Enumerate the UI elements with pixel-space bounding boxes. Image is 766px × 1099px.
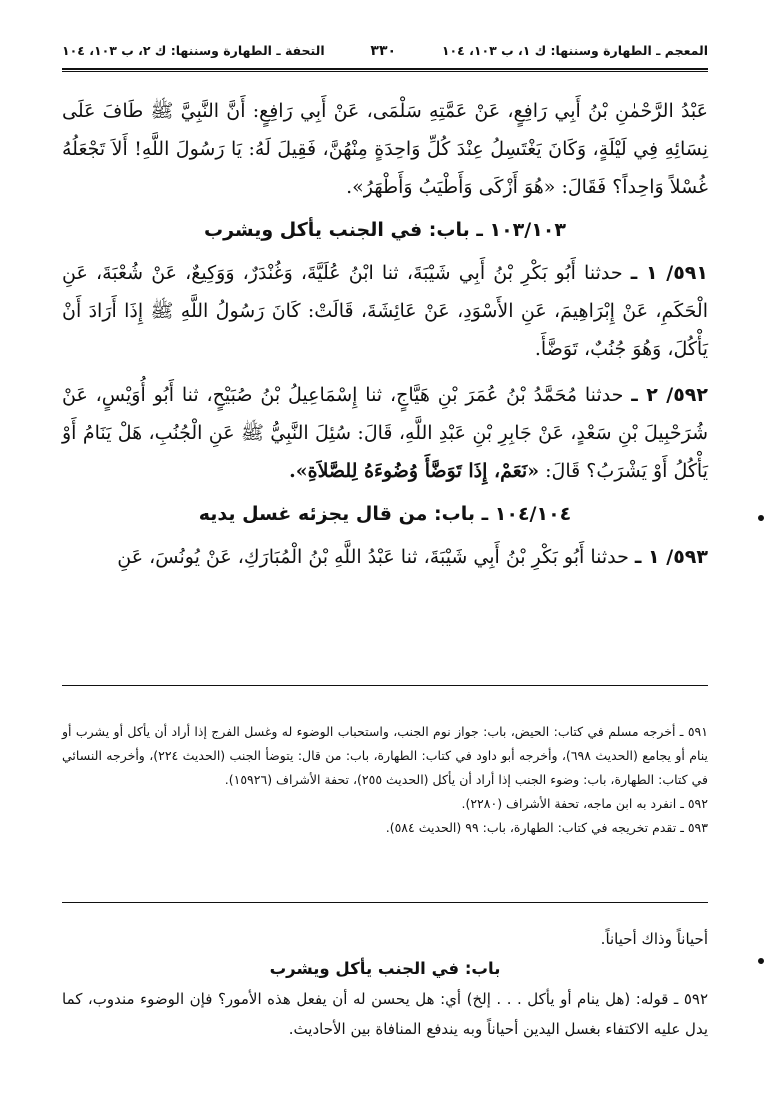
hadith-591: [62, 254, 708, 368]
commentary-text: ٥٩٢ ـ قوله: (هل ينام أو يأكل . . . إلخ) أي: هل يحسن له أن يفعل هذه الأمور؟ فإن الوضوء مندوب، كما يدل عليه الاكتفاء بغسل اليدين أحياناً وبه يندفع المنافاة بين الأحاديث.: [62, 990, 708, 1038]
running-header: [62, 40, 708, 62]
header-right-title: المعجم ـ الطهارة وسننها: ك ١، ب ١٠٣، ١٠٤: [441, 43, 708, 58]
hadith-593: [62, 538, 708, 576]
footnote-591: ٥٩١ ـ أخرجه مسلم في كتاب: الحيض، باب: جواز نوم الجنب، واستحباب الوضوء له وغسل الفرج إذا أراد أن يأكل أو يشرب أو ينام أو يجامع (الحديث ٦٩٨)، وأخرجه أبو داود في كتاب: الطهارة، باب: من قال: يتوضأ الجنب (الحديث ٢٢٤)، وأخرجه النسائي في كتاب: الطهارة، باب: وضوء الجنب إذا أراد أن يأكل (الحديث ٢٥٥)، تحفة الأشراف (١٥٩٢٦).: [62, 724, 709, 787]
chapter-heading-103: ١٠٣/١٠٣ ـ باب: في الجنب يأكل ويشرب: [203, 219, 566, 241]
footnote-separator: [62, 685, 708, 686]
footnote-592: ٥٩٢ ـ انفرد به ابن ماجه، تحفة الأشراف (٢٢٨٠).: [461, 796, 708, 811]
main-text: [62, 92, 708, 584]
page-number: ٣٣٠: [370, 43, 397, 59]
header-left-title: التحفة ـ الطهارة وسننها: ك ٢، ب ١٠٣، ١٠٤: [62, 43, 325, 58]
commentary: [62, 924, 708, 1044]
hadith-593-number: ٥٩٣/ ١ ـ: [634, 546, 708, 568]
hadith-592: [62, 376, 708, 490]
hadith-592-number: ٥٩٢/ ٢ ـ: [631, 384, 708, 406]
chapter-heading-104: ١٠٤/١٠٤ ـ باب: من قال يجزئه غسل يديه: [198, 503, 572, 525]
hadith-593-text: حدثنا أَبُو بَكْرِ بْنُ أَبِي شَيْبَةَ، ثنا عَبْدُ اللَّهِ بْنُ الْمُبَارَكِ، عَنْ يُونُسَ، عَنِ: [117, 546, 629, 568]
intro-paragraph: عَبْدُ الرَّحْمٰنِ بْنُ أَبِي رَافِعٍ، عَنْ عَمَّتِهِ سَلْمَى، عَنْ أَبِي رَافِعٍ: أَنَّ النَّبِيَّ ﷺ طَافَ عَلَى نِسَائِهِ فِي لَيْلَةٍ، وَكَانَ يَغْتَسِلُ عِنْدَ كُلِّ وَاحِدَةٍ مِنْهُنَّ، فَقِيلَ لَهُ: يَا رَسُولَ اللَّهِ! أَلاَ تَجْعَلُهُ غُسْلاً وَاحِداً؟ فَقَالَ: «هُوَ أَزْكَى وَأَطْيَبُ وَأَطْهَرُ».: [62, 100, 708, 198]
commentary-heading: باب: في الجنب يأكل ويشرب: [269, 959, 501, 978]
footnote-593: ٥٩٣ ـ تقدم تخريجه في كتاب: الطهارة، باب: ٩٩ (الحديث ٥٨٤).: [385, 820, 708, 835]
hadith-592-quote: «نَعَمْ، إِذَا تَوَضَّأَ وُضُوءَهُ لِلصَّلاَةِ».: [289, 460, 540, 482]
book-page: [62, 40, 709, 1038]
header-rule: [62, 68, 708, 70]
margin-dot: [758, 515, 764, 521]
hadith-591-text: حدثنا أَبُو بَكْرِ بْنُ أَبِي شَيْبَةَ، ثنا ابْنُ عُلَيَّةَ، وَغُنْدَرٌ، وَوَكِيعٌ، عَنْ شُعْبَةَ، عَنِ الْحَكَمِ، عَنْ إِبْرَاهِيمَ، عَنِ الأَسْوَدِ، عَنْ عَائِشَةَ، قَالَتْ: كَانَ رَسُولُ اللَّهِ ﷺ إِذَا أَرَادَ أَنْ يَأْكُلَ، وَهُوَ جُنُبٌ، تَوَضَّأَ.: [62, 262, 708, 360]
header-rule-thin: [62, 71, 708, 72]
hadith-592-text: حدثنا مُحَمَّدُ بْنُ عُمَرَ بْنِ هَيَّاجٍ، ثنا إِسْمَاعِيلُ بْنُ صُبَيْحٍ، ثنا أَبُو أُوَيْسٍ، عَنْ شُرَحْبِيلَ بْنِ سَعْدٍ، عَنْ جَابِرِ بْنِ عَبْدِ اللَّهِ، قَالَ: سُئِلَ النَّبِيُّ ﷺ عَنِ الْجُنُبِ، هَلْ يَنَامُ أَوْ يَأْكُلُ أَوْ يَشْرَبُ؟ قَالَ:: [62, 384, 708, 482]
margin-dot: [758, 958, 764, 964]
hadith-591-number: ٥٩١/ ١ ـ: [630, 262, 708, 284]
commentary-line-1: أحياناً وذاك أحياناً.: [600, 930, 708, 948]
footnotes: [62, 720, 708, 840]
commentary-separator: [62, 902, 708, 903]
